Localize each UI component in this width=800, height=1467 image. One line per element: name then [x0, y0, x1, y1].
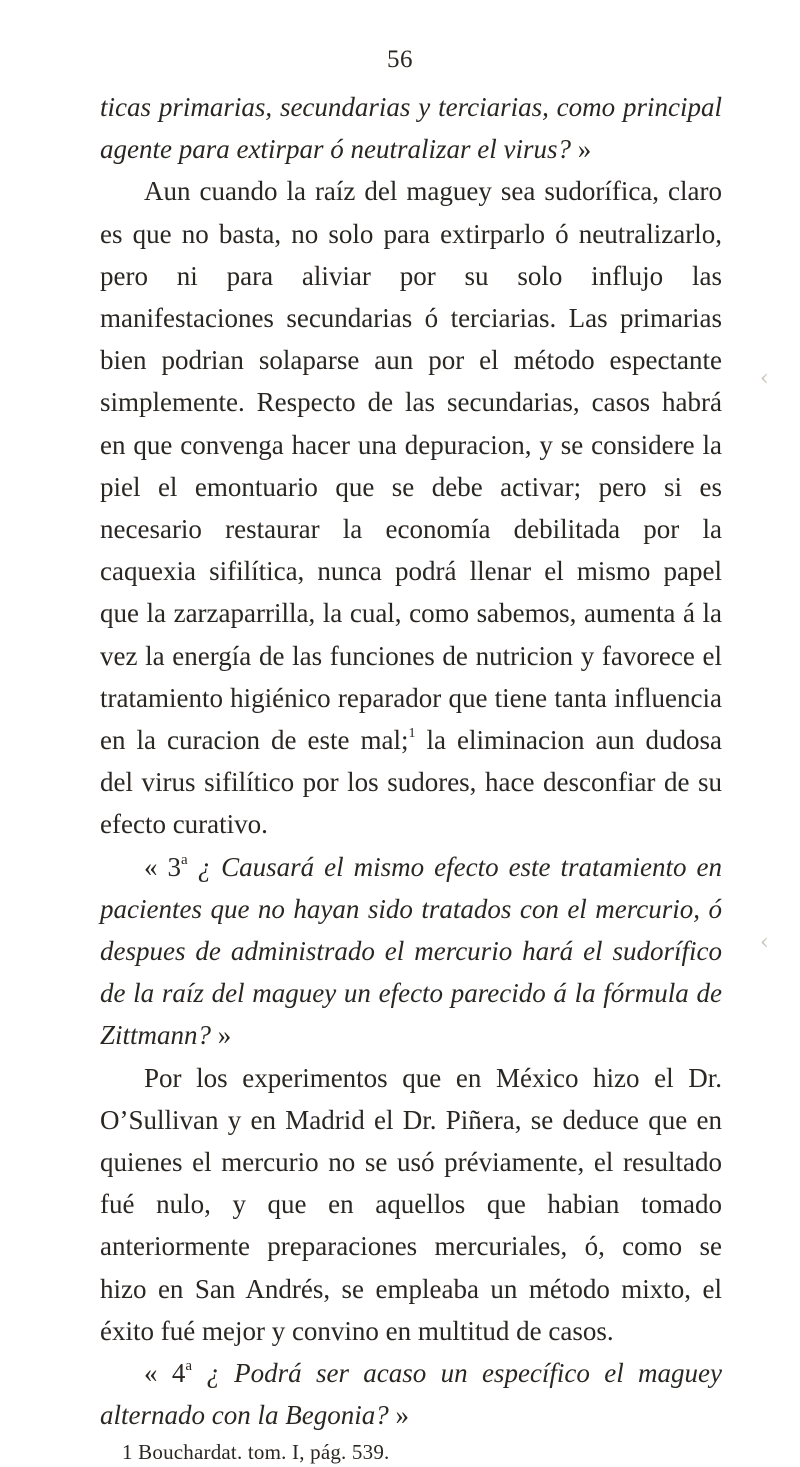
page-number: 56: [387, 46, 413, 73]
body-text: [100, 86, 722, 1467]
answer-2-text: Aun cuando la raíz del maguey sea sudorífica, claro es que no basta, no solo para extirparlo ó neutralizarlo, pero ni para aliviar por su solo influjo las manifestaciones secundarias ó terciarias. Las primarias bien podrian solaparse aun por el método espectante simplemente. Respecto de las secundarias, casos habrá en que convenga hacer una depuracion, y se considere la piel el emontuario que se debe activar; pero si es necesario restaurar la economía debilitada por la caquexia sifilítica, nunca podrá llenar el mismo papel que la zarzaparrilla, la cual, como sabemos, aumenta á la vez la energía de las funciones de nutricion y favorece el tratamiento higiénico reparador que tiene tanta influencia en la curacion de este mal;: [100, 176, 722, 756]
footnote-reference: 1: [408, 726, 416, 742]
answer-3-paragraph: [100, 1057, 722, 1352]
ordinal-indicator: a: [181, 851, 188, 868]
question-4-paragraph: [100, 1352, 722, 1436]
answer-2-text-end: la eliminacion aun dudosa del virus sifilítico por los sudores, hace desconfiar de su efecto curativo.: [100, 725, 722, 840]
question-2-continuation: [100, 86, 722, 170]
footnote-number: 1: [122, 1439, 133, 1464]
footnote-text: Bouchardat. tom. I, pág. 539.: [138, 1439, 390, 1464]
margin-bleed-mark: ‹: [760, 366, 769, 391]
closing-quote: »: [570, 134, 592, 165]
question-3-text: ¿ Causará el mismo efecto este tratamiento en pacientes que no hayan sido tratados con el mercurio, ó despues de administrado el mercurio hará el sudorífico de la raíz del maguey un efecto parecido á la fórmula de Zittmann?: [100, 851, 722, 1051]
margin-bleed-mark: ‹: [760, 930, 769, 955]
question-3-number: « 3: [144, 851, 181, 882]
answer-3-text: Por los experimentos que en México hizo el Dr. O’Sullivan y en Madrid el Dr. Piñera, se deduce que en quienes el mercurio no se usó préviamente, el resultado fué nulo, y que en aquellos que habian tomado anteriormente preparaciones mercuriales, ó, como se hizo en San Andrés, se empleaba un método mixto, el éxito fué mejor y convino en multitud de casos.: [100, 1062, 722, 1346]
ordinal-indicator: a: [185, 1358, 192, 1375]
question-4-text: ¿ Podrá ser acaso un específico el maguey alternado con la Begonia?: [100, 1358, 722, 1431]
question-3-paragraph: [100, 846, 722, 1057]
closing-quote: »: [211, 1020, 232, 1051]
closing-quote: »: [388, 1400, 409, 1431]
footnote: [100, 1437, 722, 1467]
question-4-number: « 4: [144, 1358, 186, 1389]
question-2-text: ticas primarias, secundarias y terciarias, como principal agente para extirpar ó neutralizar el virus?: [100, 92, 722, 165]
answer-2-paragraph: [100, 170, 722, 845]
